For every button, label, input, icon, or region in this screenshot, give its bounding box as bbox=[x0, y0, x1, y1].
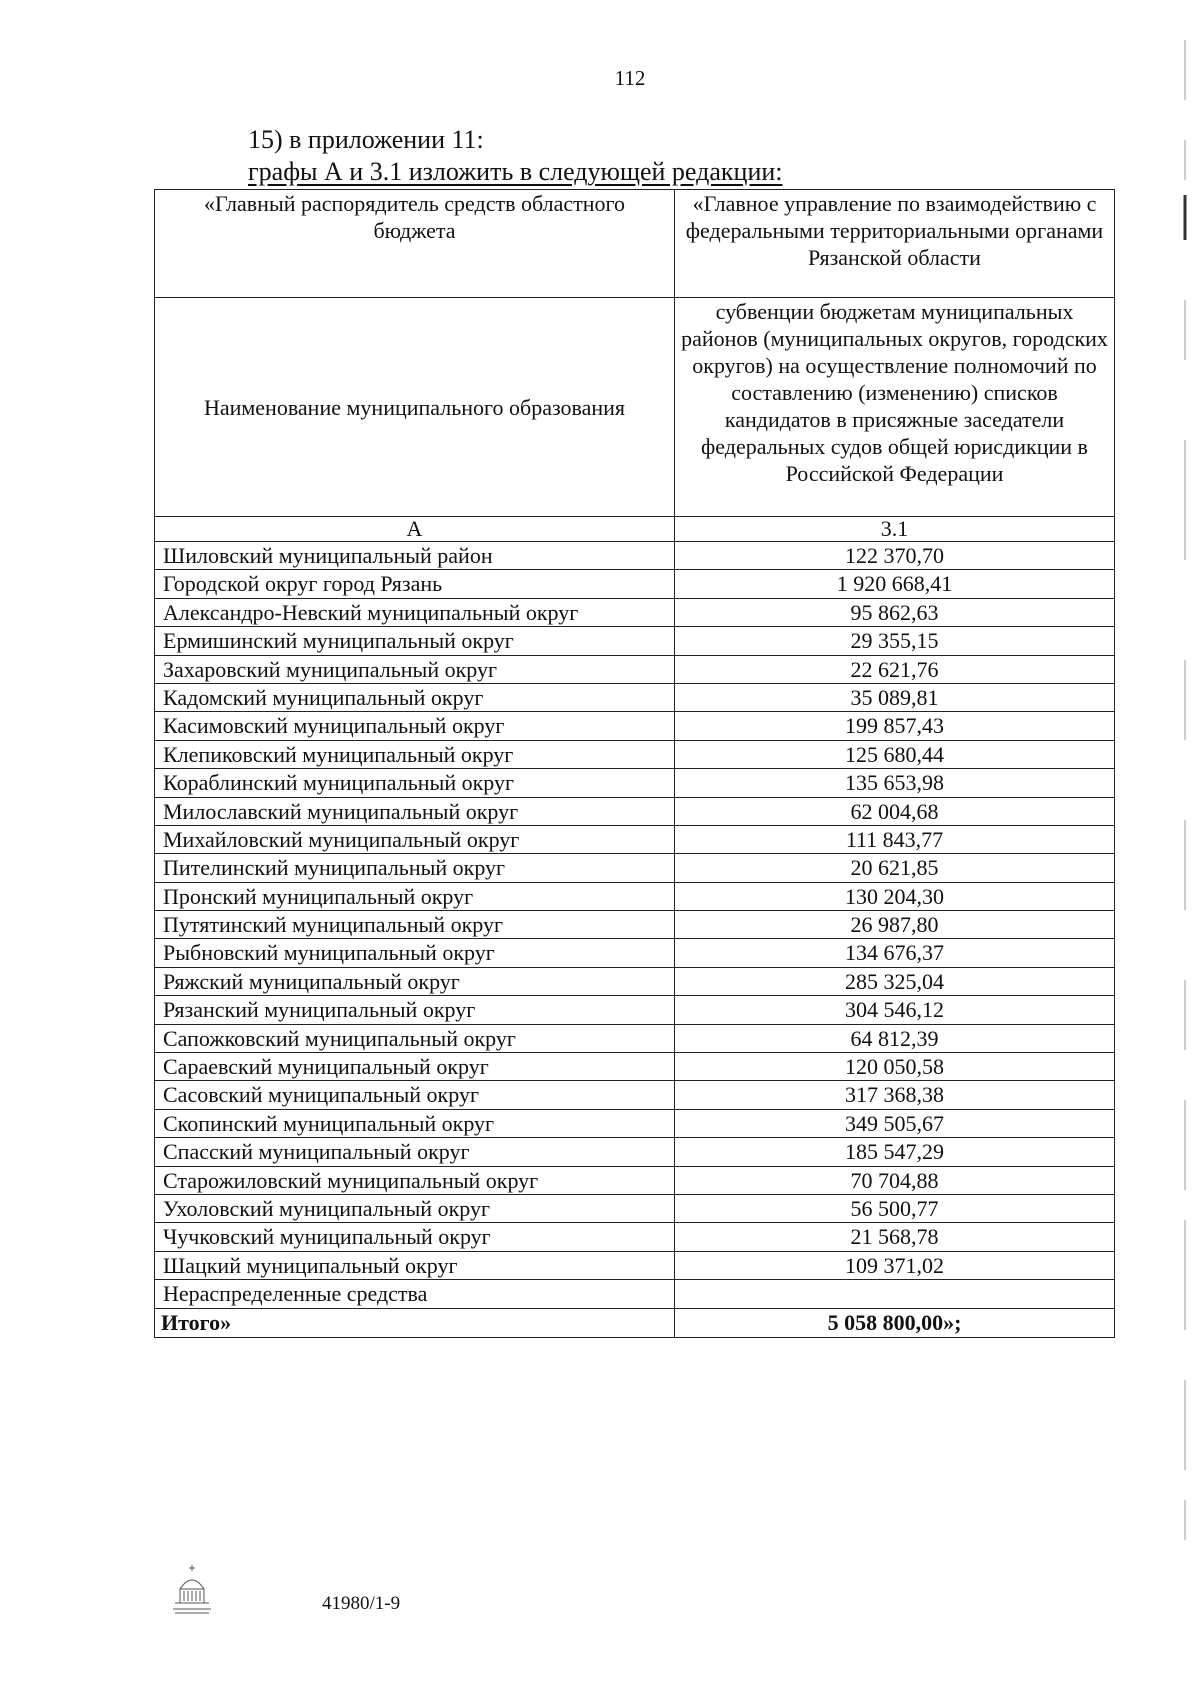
subvention-amount: 199 857,43 bbox=[675, 712, 1115, 740]
subvention-amount: 56 500,77 bbox=[675, 1194, 1115, 1222]
document-code: 41980/1-9 bbox=[322, 1593, 401, 1614]
intro-text bbox=[248, 124, 783, 188]
subvention-amount: 70 704,88 bbox=[675, 1166, 1115, 1194]
subvention-amount: 285 325,04 bbox=[675, 967, 1115, 995]
municipality-name: Шиловский муниципальный район bbox=[155, 542, 675, 570]
subvention-amount: 317 368,38 bbox=[675, 1081, 1115, 1109]
header-row-columns bbox=[155, 298, 1115, 517]
subvention-amount bbox=[675, 1280, 1115, 1308]
page-number: 112 bbox=[614, 66, 646, 90]
subvention-amount: 62 004,68 bbox=[675, 797, 1115, 825]
table-body bbox=[155, 542, 1115, 1309]
table-row bbox=[155, 882, 1115, 910]
municipality-name: Путятинский муниципальный округ bbox=[155, 911, 675, 939]
table-row bbox=[155, 939, 1115, 967]
subvention-amount: 185 547,29 bbox=[675, 1138, 1115, 1166]
municipality-name: Касимовский муниципальный округ bbox=[155, 712, 675, 740]
scan-margin-marks bbox=[1178, 20, 1192, 1560]
subvention-amount: 21 568,78 bbox=[675, 1223, 1115, 1251]
municipality-name: Скопинский муниципальный округ bbox=[155, 1109, 675, 1137]
subvention-amount: 64 812,39 bbox=[675, 1024, 1115, 1052]
table-row bbox=[155, 1194, 1115, 1222]
header-row-administrator bbox=[155, 190, 1115, 298]
header-subvention-label: субвенции бюджетам муниципальных районов (муниципальных округов, городских округов) на осуществление полномочий по составлению (изменению) списков кандидатов в присяжные заседатели федеральных судов общей юрисдикции в Российской Федерации bbox=[675, 298, 1115, 517]
subvention-table bbox=[154, 189, 1115, 1338]
total-row bbox=[155, 1308, 1115, 1337]
municipality-name: Кадомский муниципальный округ bbox=[155, 683, 675, 711]
subvention-amount: 95 862,63 bbox=[675, 598, 1115, 626]
subvention-amount: 109 371,02 bbox=[675, 1251, 1115, 1279]
header-administrator-label: «Главный распорядитель средств областного бюджета bbox=[155, 190, 675, 298]
municipality-name: Милославский муниципальный округ bbox=[155, 797, 675, 825]
emblem-icon bbox=[172, 1563, 212, 1615]
subvention-amount: 29 355,15 bbox=[675, 627, 1115, 655]
table-row bbox=[155, 627, 1115, 655]
municipality-name: Сараевский муниципальный округ bbox=[155, 1053, 675, 1081]
table-row bbox=[155, 1223, 1115, 1251]
municipality-name: Рыбновский муниципальный округ bbox=[155, 939, 675, 967]
table-row bbox=[155, 1251, 1115, 1279]
column-letters-row bbox=[155, 517, 1115, 542]
municipality-name: Сапожковский муниципальный округ bbox=[155, 1024, 675, 1052]
subvention-amount: 130 204,30 bbox=[675, 882, 1115, 910]
subvention-amount: 135 653,98 bbox=[675, 769, 1115, 797]
table-row bbox=[155, 570, 1115, 598]
municipality-name: Ермишинский муниципальный округ bbox=[155, 627, 675, 655]
table-row bbox=[155, 1138, 1115, 1166]
municipality-name: Городской округ город Рязань bbox=[155, 570, 675, 598]
table-row bbox=[155, 1166, 1115, 1194]
table-row bbox=[155, 1053, 1115, 1081]
municipality-name: Рязанский муниципальный округ bbox=[155, 996, 675, 1024]
municipality-name: Ухоловский муниципальный округ bbox=[155, 1194, 675, 1222]
subvention-amount: 304 546,12 bbox=[675, 996, 1115, 1024]
table-row bbox=[155, 967, 1115, 995]
municipality-name: Захаровский муниципальный округ bbox=[155, 655, 675, 683]
table-row bbox=[155, 911, 1115, 939]
municipality-name: Михайловский муниципальный округ bbox=[155, 825, 675, 853]
table-row bbox=[155, 598, 1115, 626]
total-label: Итого» bbox=[155, 1308, 675, 1337]
table-row bbox=[155, 542, 1115, 570]
header-administrator-value: «Главное управление по взаимодействию с федеральными территориальными органами Рязанской области bbox=[675, 190, 1115, 298]
municipality-name: Шацкий муниципальный округ bbox=[155, 1251, 675, 1279]
subvention-amount: 35 089,81 bbox=[675, 683, 1115, 711]
subvention-amount: 349 505,67 bbox=[675, 1109, 1115, 1137]
subvention-amount: 120 050,58 bbox=[675, 1053, 1115, 1081]
table-row bbox=[155, 1280, 1115, 1308]
table-row bbox=[155, 797, 1115, 825]
municipality-name: Спасский муниципальный округ bbox=[155, 1138, 675, 1166]
municipality-name: Сасовский муниципальный округ bbox=[155, 1081, 675, 1109]
table-row bbox=[155, 996, 1115, 1024]
subvention-amount: 122 370,70 bbox=[675, 542, 1115, 570]
column-letter-3-1: 3.1 bbox=[675, 517, 1115, 542]
table-row bbox=[155, 683, 1115, 711]
subvention-amount: 134 676,37 bbox=[675, 939, 1115, 967]
subvention-amount: 1 920 668,41 bbox=[675, 570, 1115, 598]
municipality-name: Клепиковский муниципальный округ bbox=[155, 740, 675, 768]
column-letter-a: А bbox=[155, 517, 675, 542]
subvention-amount: 20 621,85 bbox=[675, 854, 1115, 882]
header-municipality-label: Наименование муниципального образования bbox=[155, 298, 675, 517]
municipality-name: Ряжский муниципальный округ bbox=[155, 967, 675, 995]
municipality-name: Чучковский муниципальный округ bbox=[155, 1223, 675, 1251]
intro-line-2: графы А и 3.1 изложить в следующей редакции: bbox=[248, 157, 783, 186]
table-row bbox=[155, 825, 1115, 853]
total-value: 5 058 800,00»; bbox=[675, 1308, 1115, 1337]
table-row bbox=[155, 740, 1115, 768]
subvention-amount: 111 843,77 bbox=[675, 825, 1115, 853]
municipality-name: Нераспределенные средства bbox=[155, 1280, 675, 1308]
intro-line-1: 15) в приложении 11: bbox=[248, 125, 484, 154]
table-row bbox=[155, 769, 1115, 797]
municipality-name: Пителинский муниципальный округ bbox=[155, 854, 675, 882]
table-row bbox=[155, 1081, 1115, 1109]
subvention-amount: 22 621,76 bbox=[675, 655, 1115, 683]
table-row bbox=[155, 655, 1115, 683]
table-row bbox=[155, 854, 1115, 882]
table-row bbox=[155, 1109, 1115, 1137]
municipality-name: Александро-Невский муниципальный округ bbox=[155, 598, 675, 626]
table-row bbox=[155, 712, 1115, 740]
subvention-amount: 125 680,44 bbox=[675, 740, 1115, 768]
municipality-name: Пронский муниципальный округ bbox=[155, 882, 675, 910]
municipality-name: Кораблинский муниципальный округ bbox=[155, 769, 675, 797]
subvention-amount: 26 987,80 bbox=[675, 911, 1115, 939]
municipality-name: Старожиловский муниципальный округ bbox=[155, 1166, 675, 1194]
table-row bbox=[155, 1024, 1115, 1052]
